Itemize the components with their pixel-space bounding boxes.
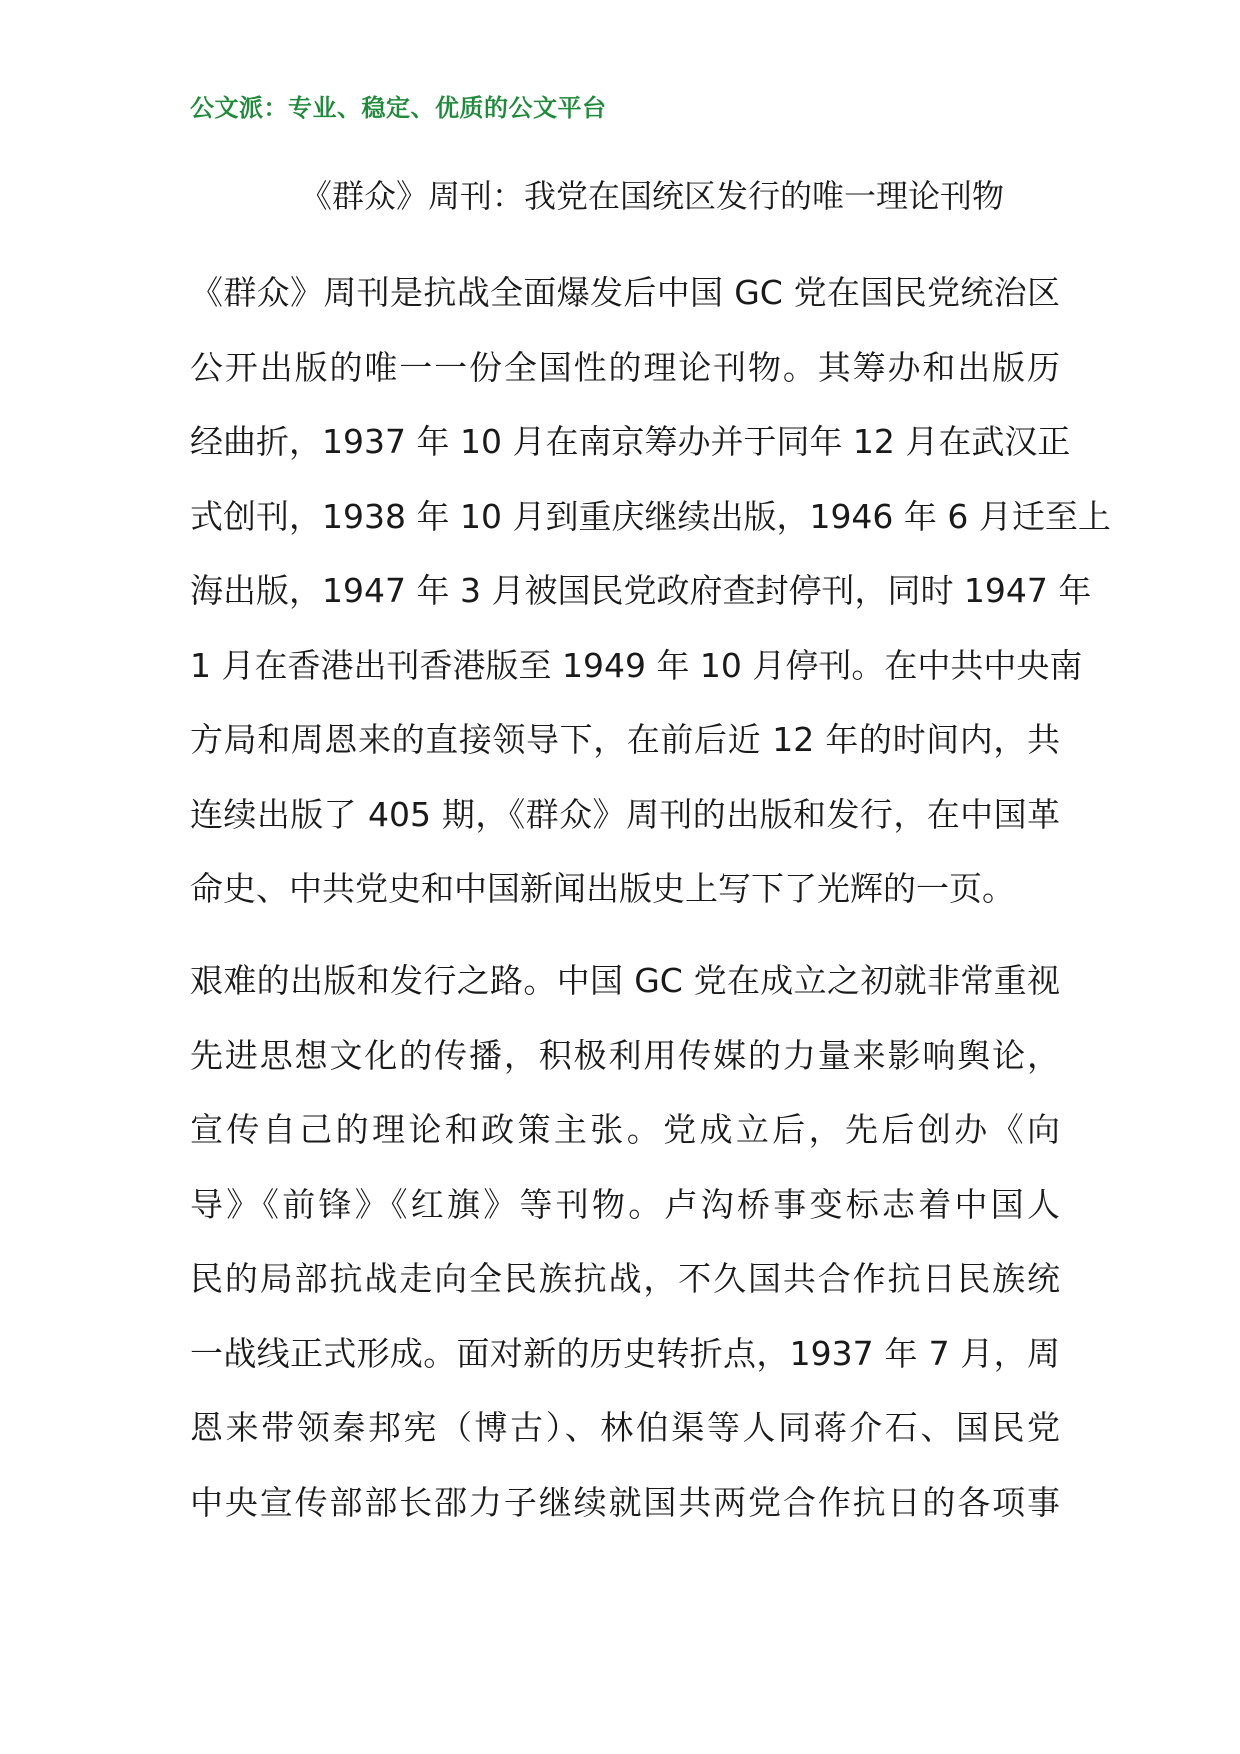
text-line: 式创刊，1938 年 10 月到重庆继续出版，1946 年 6 月迁至上 <box>190 496 1111 536</box>
text-line: 命史、中共党史和中国新闻出版史上写下了光辉的一页。 <box>190 869 1015 908</box>
paragraph-1 <box>190 256 1111 927</box>
text-line: 公开出版的唯一一份全国性的理论刊物。其筹办和出版历 <box>190 347 1060 387</box>
text-line: 恩来带领秦邦宪（博古）、林伯渠等人同蒋介石、国民党 <box>190 1408 1060 1447</box>
text-line: 《群众》周刊是抗战全面爆发后中国 GC 党在国民党统治区 <box>190 273 1060 312</box>
text-line: 方局和周恩来的直接领导下，在前后近 12 年的时间内，共 <box>190 720 1060 759</box>
text-line: 先进思想文化的传播，积极利用传媒的力量来影响舆论， <box>190 1035 1060 1075</box>
text-line: 宣传自己的理论和政策主张。党成立后，先后创办《向 <box>190 1110 1060 1149</box>
page-title: 《群众》周刊：我党在国统区发行的唯一理论刊物 <box>300 177 1005 215</box>
text-line: 一战线正式形成。面对新的历史转折点，1937 年 7 月，周 <box>190 1333 1060 1373</box>
text-line: 1 月在香港出刊香港版至 1949 年 10 月停刊。在中共中央南 <box>190 645 1083 685</box>
text-line: 民的局部抗战走向全民族抗战，不久国共合作抗日民族统 <box>190 1259 1060 1298</box>
text-line: 中央宣传部部长邵力子继续就国共两党合作抗日的各项事 <box>190 1482 1060 1522</box>
text-line: 连续出版了 405 期，《群众》周刊的出版和发行，在中国革 <box>190 794 1060 834</box>
text-line: 导》《前锋》《红旗》等刊物。卢沟桥事变标志着中国人 <box>190 1184 1060 1224</box>
text-line: 艰难的出版和发行之路。中国 GC 党在成立之初就非常重视 <box>190 961 1060 1000</box>
text-line: 海出版，1947 年 3 月被国民党政府查封停刊，同时 1947 年 <box>190 571 1092 610</box>
header-banner: 公文派：专业、稳定、优质的公文平台 <box>190 94 607 122</box>
text-line: 经曲折，1937 年 10 月在南京筹办并于同年 12 月在武汉正 <box>190 422 1071 461</box>
paragraph-2 <box>190 944 1060 1540</box>
